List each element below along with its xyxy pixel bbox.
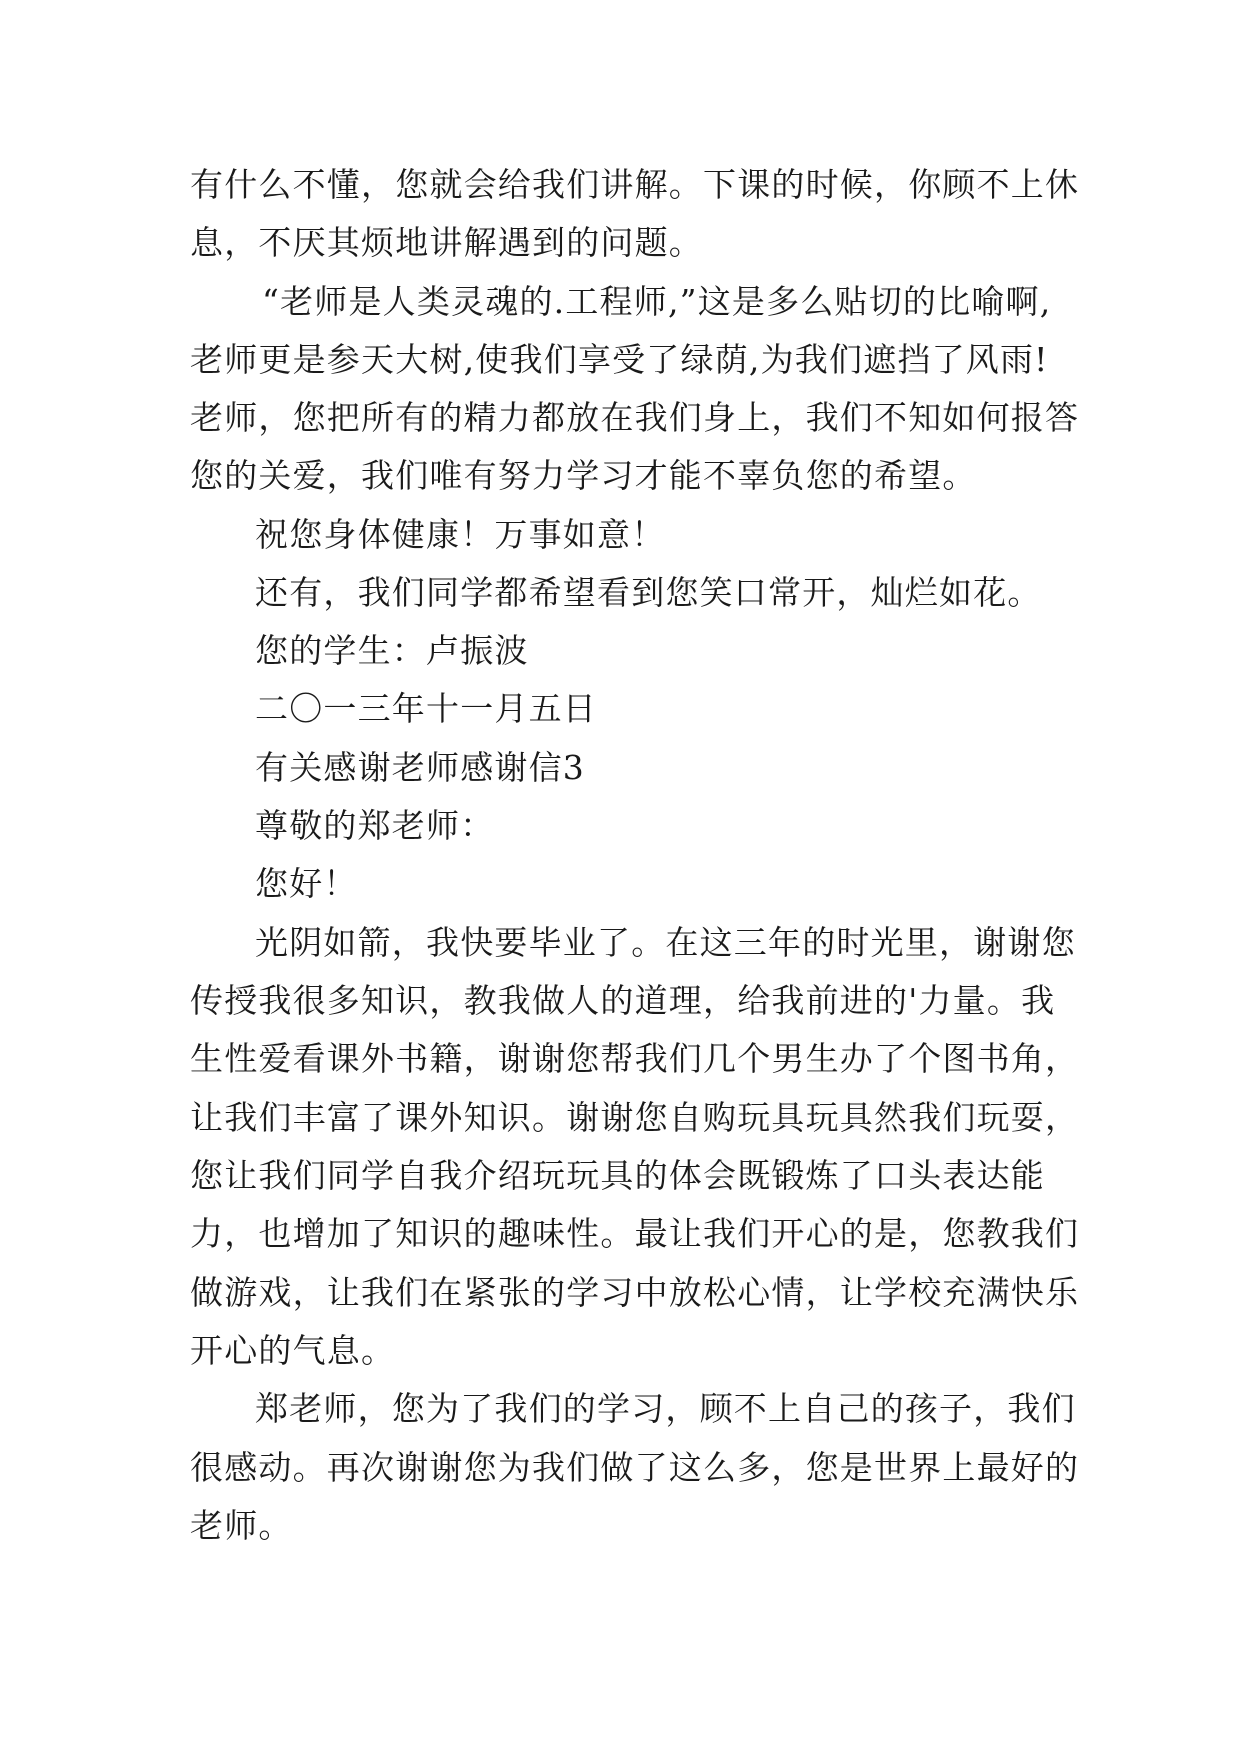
date-line: 二〇一三年十一月五日 [255, 689, 597, 728]
paragraph-line: 息，不厌其烦地讲解遇到的问题。 [190, 223, 703, 262]
paragraph-line: 您的关爱，我们唯有努力学习才能不辜负您的希望。 [190, 456, 977, 495]
paragraph-line: 开心的气息。 [190, 1331, 396, 1370]
paragraph-line: 郑老师，您为了我们的学习，顾不上自己的孩子，我们 [255, 1389, 1076, 1428]
greeting: 您好！ [255, 864, 358, 903]
paragraph-line: 让我们丰富了课外知识。谢谢您自购玩具玩具然我们玩耍， [190, 1098, 1080, 1137]
section-heading: 有关感谢老师感谢信3 [255, 748, 585, 787]
signature-line: 您的学生：卢振波 [255, 631, 529, 670]
paragraph-line: “老师是人类灵魂的.工程师,”这是多么贴切的比喻啊, [262, 282, 1052, 321]
paragraph-line: 传授我很多知识，教我做人的道理，给我前进的'力量。我 [190, 981, 1056, 1020]
paragraph-line: 力，也增加了知识的趣味性。最让我们开心的是，您教我们 [190, 1214, 1080, 1253]
paragraph-line: 老师。 [190, 1506, 293, 1545]
paragraph-line: 老师，您把所有的精力都放在我们身上，我们不知如何报答 [190, 398, 1080, 437]
paragraph-line: 生性爱看课外书籍，谢谢您帮我们几个男生办了个图书角， [190, 1039, 1080, 1078]
paragraph-line: 很感动。再次谢谢您为我们做了这么多，您是世界上最好的 [190, 1448, 1080, 1487]
paragraph-line: 做游戏，让我们在紧张的学习中放松心情，让学校充满快乐 [190, 1273, 1080, 1312]
paragraph-line: 有什么不懂，您就会给我们讲解。下课的时候，你顾不上休 [190, 165, 1080, 204]
salutation: 尊敬的郑老师： [255, 806, 495, 845]
paragraph-line: 祝您身体健康！万事如意！ [255, 515, 666, 554]
paragraph-line: 光阴如箭，我快要毕业了。在这三年的时光里，谢谢您 [255, 923, 1076, 962]
paragraph-line: 您让我们同学自我介绍玩玩具的体会既锻炼了口头表达能 [190, 1156, 1045, 1195]
paragraph-line: 还有，我们同学都希望看到您笑口常开，灿烂如花。 [255, 573, 1042, 612]
paragraph-line: 老师更是参天大树,使我们享受了绿荫,为我们遮挡了风雨! [190, 340, 1049, 379]
